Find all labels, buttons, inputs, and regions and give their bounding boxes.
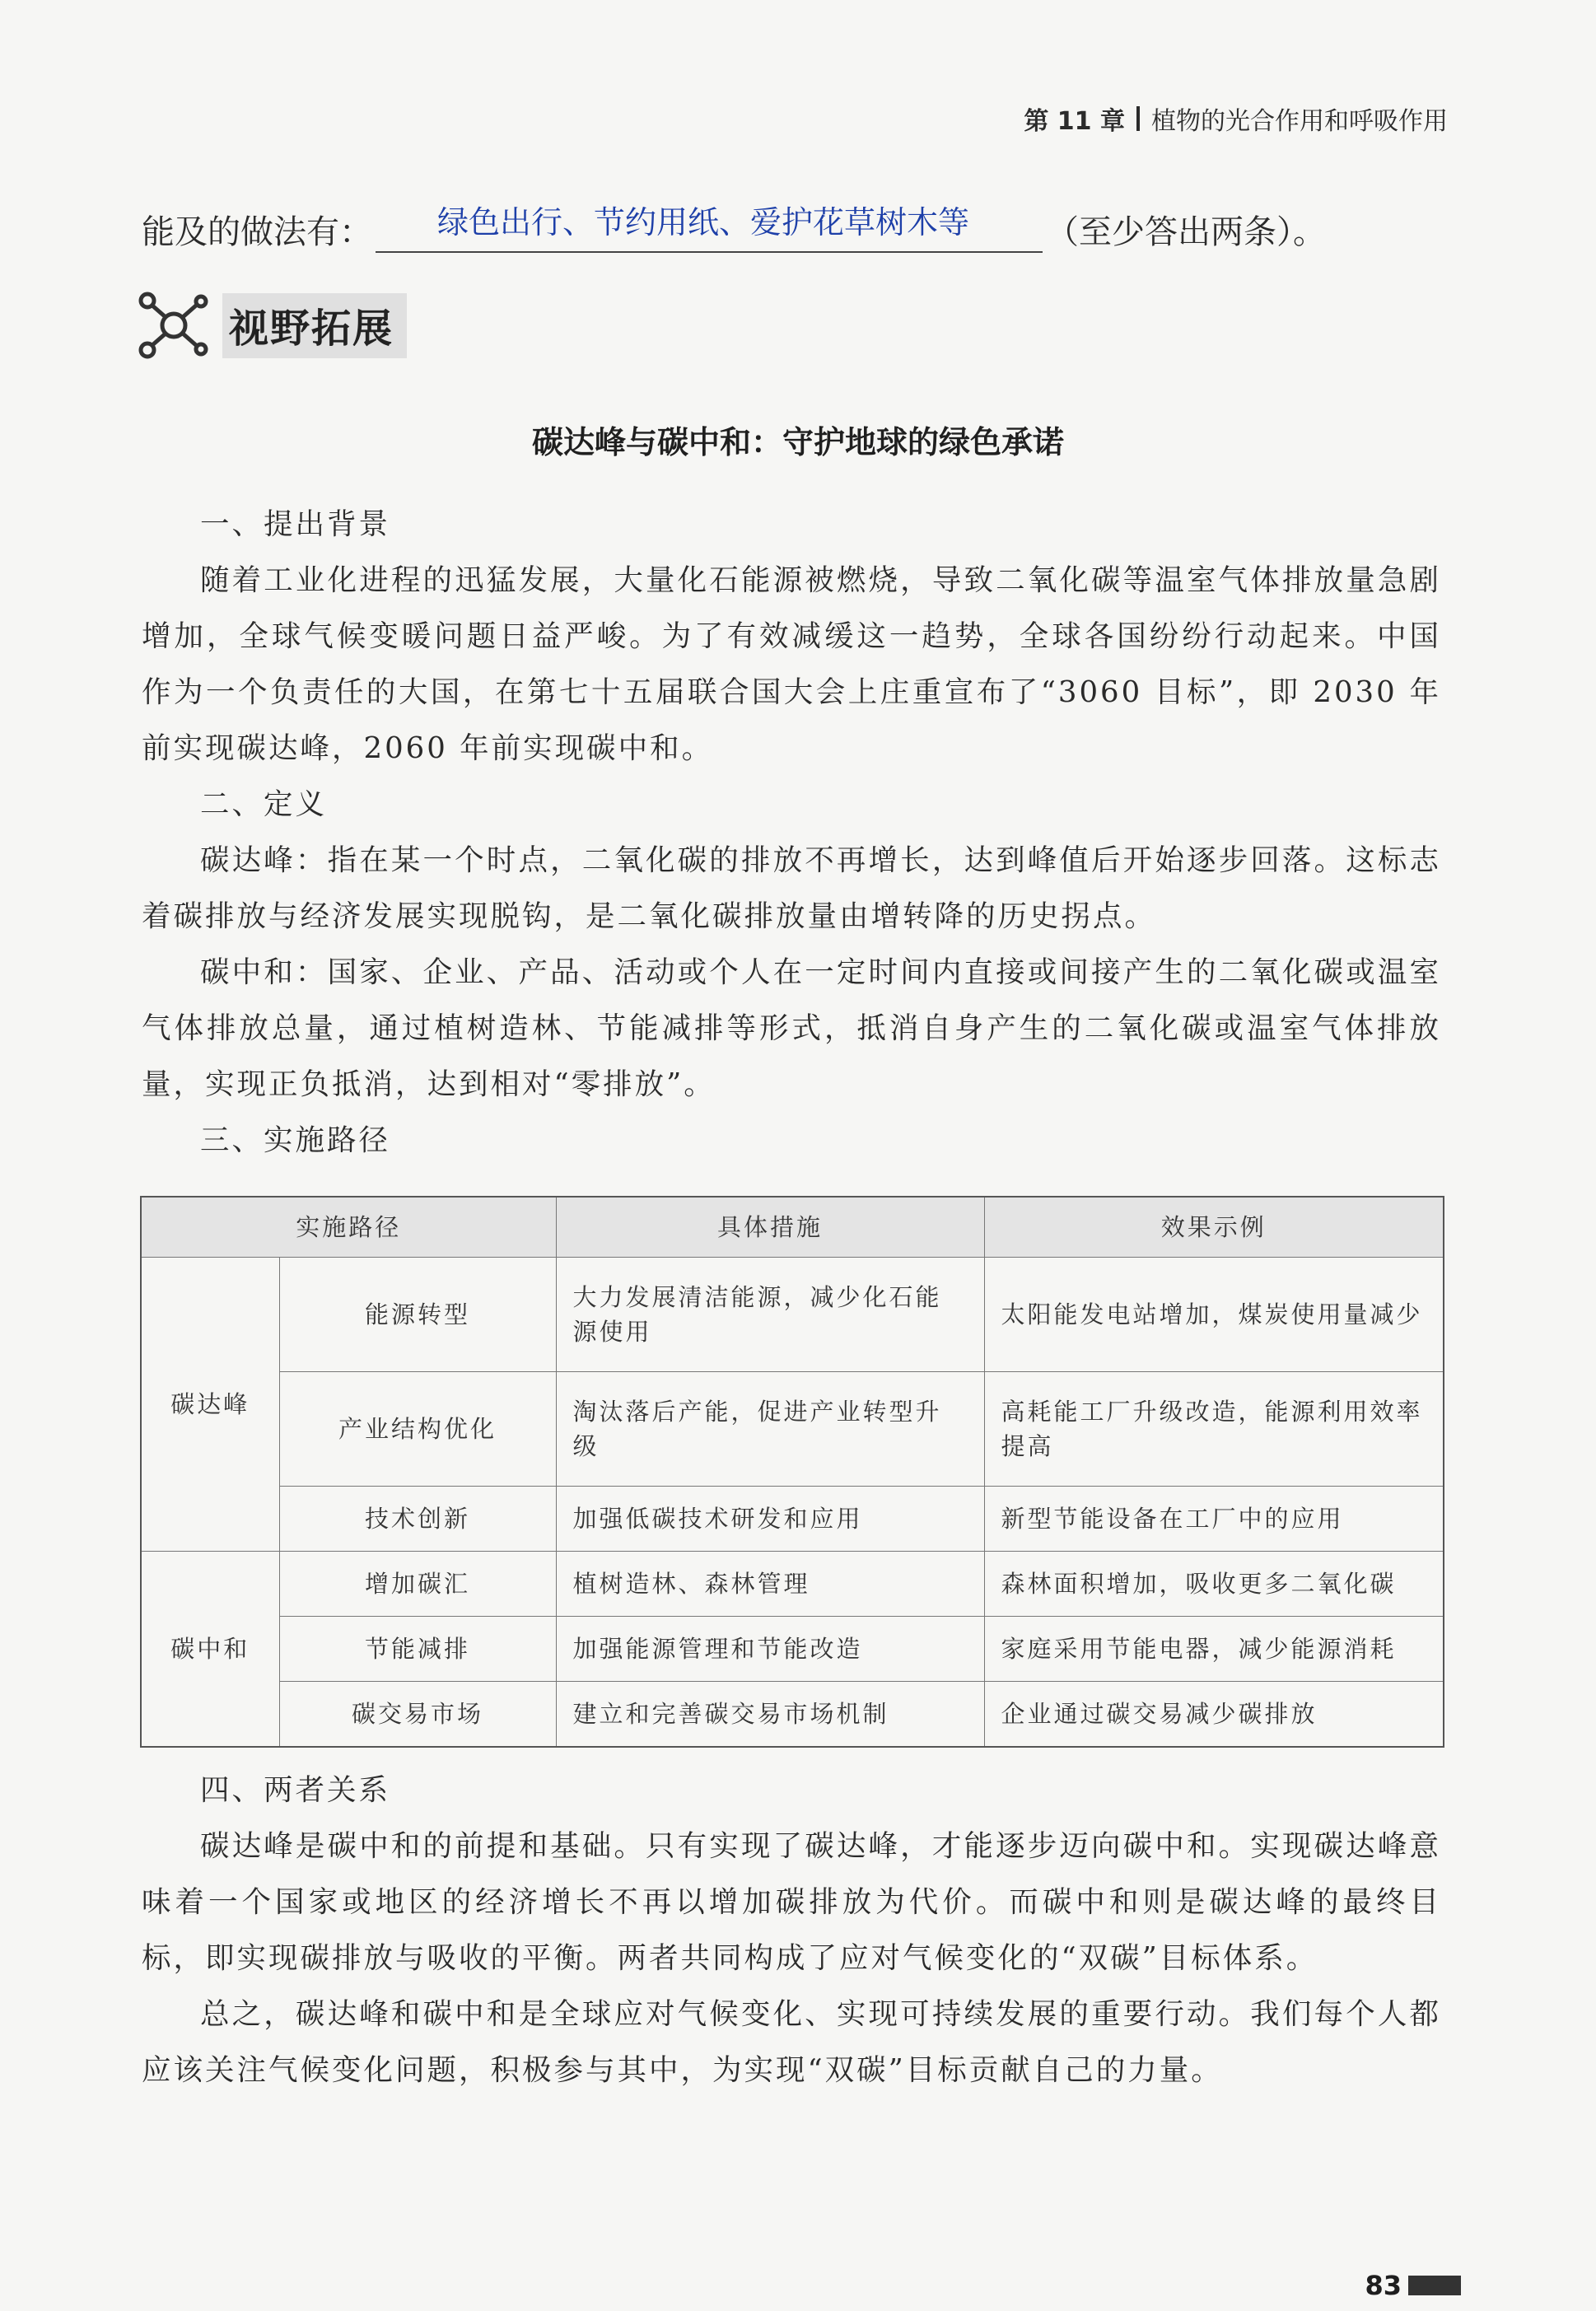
chapter-label: 第 11 章 [1024, 107, 1125, 136]
table-row [141, 1487, 1444, 1552]
measure-cell: 建立和完善碳交易市场机制 [556, 1681, 984, 1747]
implementation-table [140, 1196, 1444, 1748]
article-body-top [142, 497, 1441, 1169]
running-header [1024, 100, 1448, 137]
table-row [141, 1552, 1444, 1617]
table-header-row [141, 1197, 1444, 1258]
article-title: 碳达峰与碳中和：守护地球的绿色承诺 [531, 424, 1064, 460]
section-title: 视野拓展 [222, 293, 407, 358]
effect-cell: 高耗能工厂升级改造，能源利用效率提高 [984, 1372, 1444, 1487]
page-number [1365, 2270, 1461, 2301]
effect-cell: 太阳能发电站增加，煤炭使用量减少 [984, 1258, 1444, 1372]
section-badge [137, 290, 407, 361]
table-row [141, 1258, 1444, 1372]
effect-cell: 森林面积增加，吸收更多二氧化碳 [984, 1552, 1444, 1617]
measure-cell: 加强能源管理和节能改造 [556, 1616, 984, 1681]
path-cell: 增加碳汇 [279, 1552, 556, 1617]
paragraph-carbon-peak: 碳达峰：指在某一个时点，二氧化碳的排放不再增长，达到峰值后开始逐步回落。这标志着碳排放与经济发展实现脱钩，是二氧化碳排放量由增转降的历史拐点。 [142, 843, 1441, 933]
effect-cell: 企业通过碳交易减少碳排放 [984, 1681, 1444, 1747]
header-measures: 具体措施 [556, 1197, 984, 1258]
effect-cell: 新型节能设备在工厂中的应用 [984, 1487, 1444, 1552]
effect-cell: 家庭采用节能电器，减少能源消耗 [984, 1616, 1444, 1681]
group-carbon-neutral: 碳中和 [141, 1552, 279, 1747]
chapter-subtitle: 植物的光合作用和呼吸作用 [1151, 107, 1448, 136]
heading-implementation: 三、实施路径 [200, 1123, 391, 1157]
path-cell: 节能减排 [279, 1616, 556, 1681]
measure-cell: 植树造林、森林管理 [556, 1552, 984, 1617]
molecule-icon [137, 290, 211, 361]
answer-line [142, 206, 1426, 253]
article-body-bottom [142, 1762, 1441, 2099]
paragraph-background: 随着工业化进程的迅猛发展，大量化石能源被燃烧，导致二氧化碳等温室气体排放量急剧增加，全球气候变暖问题日益严峻。为了有效减缓这一趋势，全球各国纷纷行动起来。中国作为一个负责任的大国，在第七十五届联合国大会上庄重宣布了“3060 目标”，即 2030 年前实现碳达峰，2060 年前实现碳中和。 [142, 563, 1441, 765]
header-divider [1136, 106, 1140, 131]
paragraph-relation: 碳达峰是碳中和的前提和基础。只有实现了碳达峰，才能逐步迈向碳中和。实现碳达峰意味着一个国家或地区的经济增长不再以增加碳排放为代价。而碳中和则是碳达峰的最终目标，即实现碳排放与吸收的平衡。两者共同构成了应对气候变化的“双碳”目标体系。 [142, 1829, 1441, 1975]
answer-blank [376, 204, 1043, 253]
path-cell: 能源转型 [279, 1258, 556, 1372]
heading-background: 一、提出背景 [200, 507, 391, 541]
path-cell: 技术创新 [279, 1487, 556, 1552]
table-row [141, 1681, 1444, 1747]
table-row [141, 1372, 1444, 1487]
header-path: 实施路径 [141, 1197, 556, 1258]
measure-cell: 大力发展清洁能源，减少化石能源使用 [556, 1258, 984, 1372]
table-row [141, 1616, 1444, 1681]
heading-definition: 二、定义 [200, 787, 328, 821]
path-cell: 产业结构优化 [279, 1372, 556, 1487]
heading-relation: 四、两者关系 [200, 1773, 391, 1807]
header-effects: 效果示例 [984, 1197, 1444, 1258]
measure-cell: 加强低碳技术研发和应用 [556, 1487, 984, 1552]
handwritten-answer: 绿色出行、节约用纸、爱护花草树木等 [437, 204, 970, 240]
path-cell: 碳交易市场 [279, 1681, 556, 1747]
answer-suffix: （至少答出两条）。 [1046, 213, 1326, 251]
page-number-text: 83 [1365, 2270, 1402, 2301]
paragraph-conclusion: 总之，碳达峰和碳中和是全球应对气候变化、实现可持续发展的重要行动。我们每个人都应该关注气候变化问题，积极参与其中，为实现“双碳”目标贡献自己的力量。 [142, 1997, 1441, 2087]
answer-prefix: 能及的做法有： [142, 213, 372, 251]
measure-cell: 淘汰落后产能，促进产业转型升级 [556, 1372, 984, 1487]
group-carbon-peak: 碳达峰 [141, 1258, 279, 1552]
page-marker [1408, 2276, 1461, 2295]
paragraph-carbon-neutral: 碳中和：国家、企业、产品、活动或个人在一定时间内直接或间接产生的二氧化碳或温室气体排放总量，通过植树造林、节能减排等形式，抵消自身产生的二氧化碳或温室气体排放量，实现正负抵消，达到相对“零排放”。 [142, 955, 1441, 1101]
